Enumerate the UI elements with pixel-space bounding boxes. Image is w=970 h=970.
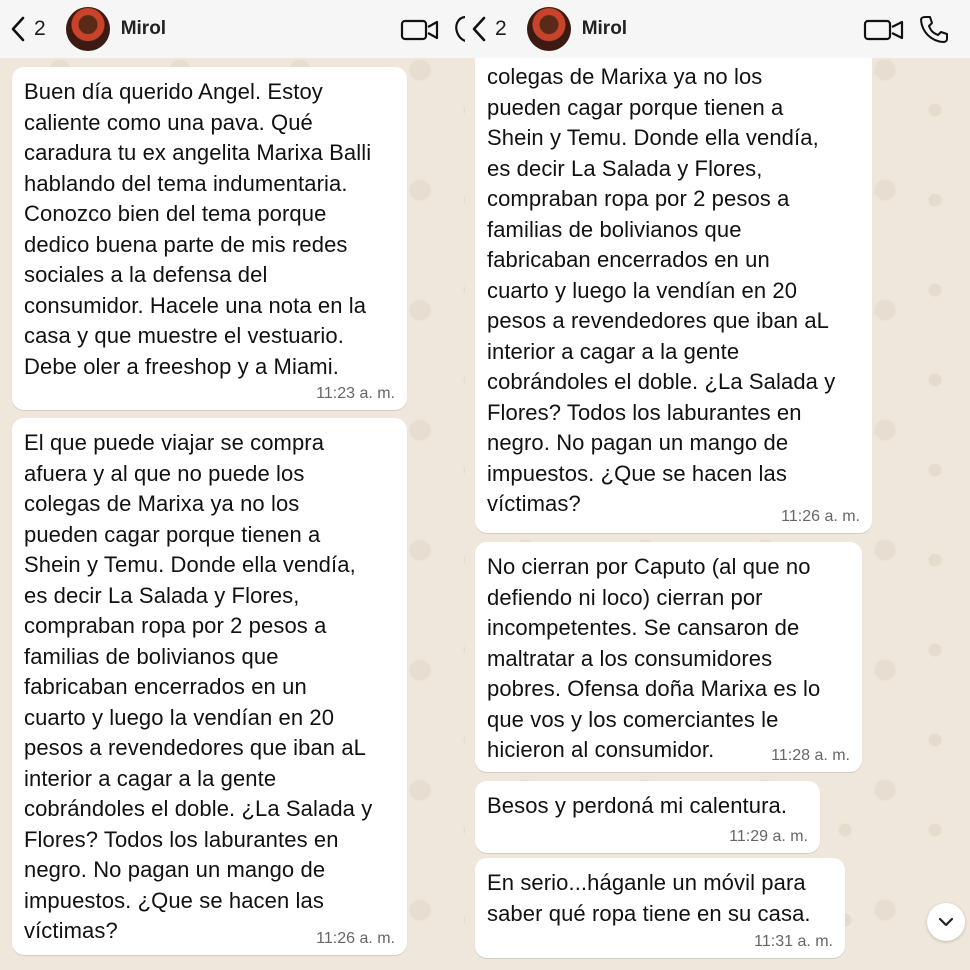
video-camera-icon[interactable] <box>400 17 440 43</box>
message-timestamp: 11:28 a. m. <box>771 747 850 764</box>
chat-header <box>465 0 970 58</box>
message-bubble <box>475 781 820 853</box>
avatar[interactable] <box>527 7 571 51</box>
back-button[interactable] <box>10 16 46 42</box>
message-timestamp: 11:29 a. m. <box>729 828 808 845</box>
message-timestamp: 11:26 a. m. <box>781 508 860 525</box>
message-timestamp: 11:31 a. m. <box>754 933 833 950</box>
scroll-down-button[interactable] <box>927 903 965 941</box>
phone-icon[interactable] <box>919 14 949 44</box>
message-text: El que puede viajar se compra afuera y al que no puede los colegas de Marixa ya no los pueden cagar porque tienen a Shein y Temu. Donde ella vendía, es decir La Salada y Flores, compraban ropa por 2 pesos a familias de bolivianos que fabricaban encerrados en un cuarto y luego la vendían en 20 pesos a revendedores que iban aL interior a cagar a la gente cobrándoles el doble. ¿La Salada y Flores? Todos los laburantes en negro. No pagan un mango de impuestos. ¿Que se hacen las víctimas? <box>24 430 373 943</box>
chevron-down-icon <box>938 917 954 927</box>
avatar[interactable] <box>66 7 110 51</box>
chevron-left-icon <box>471 16 487 42</box>
message-text: Buen día querido Angel. Estoy caliente como una pava. Qué caradura tu ex angelita Marixa Balli hablando del tema indumentaria. Conozco bien del tema porque dedico buena parte de mis redes sociales a la defensa del consumidor. Hacele una nota en la casa y que muestre el vestuario. Debe oler a freeshop y a Miami. <box>24 79 372 379</box>
message-bubble <box>475 858 845 958</box>
phone-icon[interactable] <box>451 14 465 44</box>
message-bubble <box>12 418 407 955</box>
message-text: Besos y perdoná mi calentura. <box>487 793 788 818</box>
message-bubble <box>475 48 872 533</box>
right-screenshot-panel <box>465 0 970 970</box>
unread-count: 2 <box>34 17 46 40</box>
message-text: En serio...háganle un móvil para saber qué ropa tiene en su casa. <box>487 870 811 926</box>
chevron-left-icon <box>10 16 26 42</box>
chat-header <box>0 0 465 58</box>
unread-count: 2 <box>495 17 507 40</box>
message-text: colegas de Marixa ya no los pueden cagar porque tienen a Shein y Temu. Donde ella vendía, es decir La Salada y Flores, compraban ropa por 2 pesos a familias de bolivianos que fabricaban encerrados en un cuarto y luego la vendían en 20 pesos a revendedores que iban aL interior a cagar a la gente cobrándoles el doble. ¿La Salada y Flores? Todos los laburantes en negro. No pagan un mango de impuestos. ¿Que se hacen las víctimas? <box>487 64 836 516</box>
message-timestamp: 11:23 a. m. <box>316 385 395 402</box>
message-bubble <box>475 542 862 772</box>
contact-name[interactable]: Mirol <box>581 18 628 39</box>
message-text: No cierran por Caputo (al que no defiendo ni loco) cierran por incompetentes. Se cansaron de maltratar a los consumidores pobres. Ofensa doña Marixa es lo que vos y los comerciantes le hicieron al consumidor. <box>487 554 821 762</box>
video-camera-icon[interactable] <box>863 17 905 43</box>
contact-name[interactable]: Mirol <box>120 18 167 39</box>
message-timestamp: 11:26 a. m. <box>316 930 395 947</box>
back-button[interactable] <box>471 16 507 42</box>
message-bubble <box>12 67 407 410</box>
left-screenshot-panel <box>0 0 465 970</box>
